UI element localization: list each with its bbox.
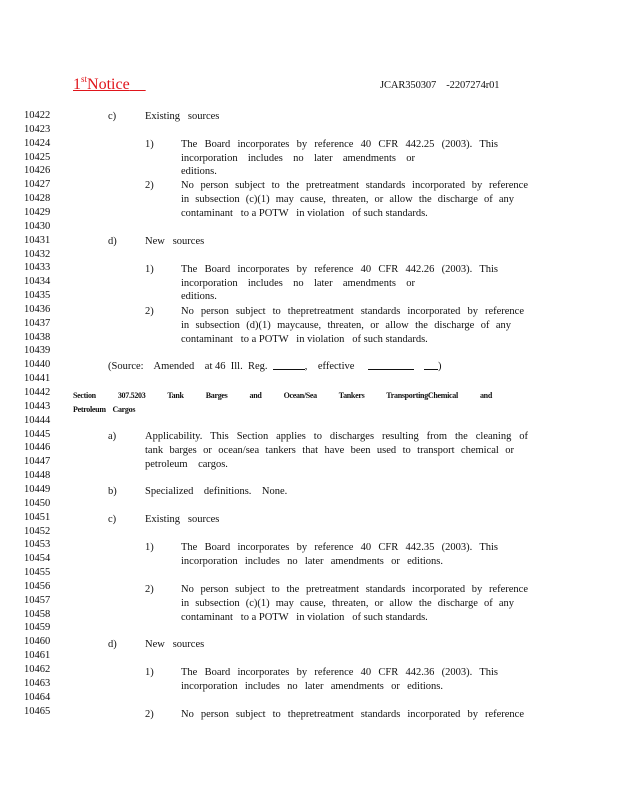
item-number: 2) (145, 709, 154, 720)
paragraph-line: tank barges or ocean/sea tankers that have been used to transport chemical or (145, 445, 514, 456)
subsection-title: New sources (145, 639, 205, 650)
item-label: d) (108, 236, 117, 247)
item-number: 2) (145, 180, 154, 191)
line-number: 10438 (24, 331, 51, 343)
line-number: 10452 (24, 525, 51, 537)
line-number: 10433 (24, 262, 51, 274)
line-number: 10439 (24, 345, 51, 357)
line-number: 10459 (24, 622, 51, 634)
item-number: 2) (145, 584, 154, 595)
line-number: 10447 (24, 456, 51, 468)
paragraph-line: in subsection (c)(1) may cause, threaten, or allow the discharge of any (181, 598, 514, 609)
line-number: 10457 (24, 594, 51, 606)
line-number: 10443 (24, 400, 51, 412)
blank-line (368, 360, 414, 370)
line-number: 10445 (24, 428, 51, 440)
line-number: 10454 (24, 553, 51, 565)
paragraph-line: incorporation includes no later amendments or editions. (181, 153, 415, 177)
item-label: c) (108, 514, 117, 525)
paragraph-line: contaminant to a POTW in violation of such standards. (181, 208, 428, 219)
item-number: 1) (145, 139, 154, 150)
paragraph-line: incorporation includes no later amendments or editions. (181, 278, 415, 302)
line-number: 10446 (24, 442, 51, 454)
line-number: 10449 (24, 483, 51, 495)
paragraph-line: petroleum cargos. (145, 459, 228, 470)
line-number: 10431 (24, 234, 51, 246)
notice-suffix: st (81, 74, 88, 84)
line-number: 10435 (24, 290, 51, 301)
line-number: 10442 (24, 387, 51, 398)
paragraph-line: No person subject to the pretreatment standards incorporated by reference (181, 584, 528, 595)
line-number: 10465 (24, 705, 51, 717)
paragraph-line: The Board incorporates by reference 40 CFR 442.26 (2003). This (181, 264, 498, 275)
line-number: 10434 (24, 276, 51, 288)
source-note (108, 360, 442, 373)
paragraph-line: contaminant to a POTW in violation of such standards. (181, 612, 428, 623)
item-label: d) (108, 639, 117, 650)
line-number: 10422 (24, 110, 51, 121)
line-number: 10437 (24, 317, 51, 329)
source-note-middle: , effective (304, 361, 355, 372)
line-number: 10427 (24, 179, 51, 191)
paragraph-line: in subsection (d)(1) maycause, threaten, or allow the discharge of any (181, 320, 511, 331)
line-number: 10448 (24, 470, 51, 482)
item-label: c) (108, 111, 117, 122)
line-number: 10453 (24, 539, 51, 551)
notice-word: Notice (87, 76, 130, 93)
blank-line (424, 360, 438, 370)
item-number: 2) (145, 306, 154, 317)
line-number: 10461 (24, 650, 51, 662)
line-number: 10458 (24, 608, 51, 620)
line-number: 10429 (24, 206, 51, 218)
line-number: 10432 (24, 248, 51, 260)
item-number: 1) (145, 542, 154, 553)
subsection-title: Existing sources (145, 514, 220, 525)
line-number: 10425 (24, 151, 51, 163)
subsection-title: New sources (145, 236, 205, 247)
paragraph-line: contaminant to a POTW in violation of such standards. (181, 334, 428, 345)
line-number: 10456 (24, 580, 51, 592)
line-number: 10463 (24, 677, 51, 689)
item-label: b) (108, 486, 117, 497)
line-number: 10462 (24, 664, 51, 675)
paragraph-line: The Board incorporates by reference 40 CFR 442.35 (2003). This (181, 542, 498, 553)
line-number: 10455 (24, 567, 51, 578)
line-number: 10460 (24, 636, 51, 648)
paragraph-line: in subsection (c)(1) may cause, threaten, or allow the discharge of any (181, 194, 514, 205)
paragraph-line: No person subject to the pretreatment standards incorporated by reference (181, 180, 528, 191)
section-heading-continued: Petroleum Cargos (73, 405, 136, 414)
blank-line (273, 360, 305, 370)
paragraph-line: The Board incorporates by reference 40 CFR 442.25 (2003). This (181, 139, 498, 150)
source-note-start: (Source: Amended at 46 Ill. Reg. (108, 361, 268, 372)
line-number: 10430 (24, 220, 51, 232)
notice-header (73, 74, 146, 94)
paragraph-line: No person subject to thepretreatment standards incorporated by reference (181, 709, 524, 720)
line-number: 10424 (24, 137, 51, 149)
line-number: 10464 (24, 691, 51, 703)
line-number: 10440 (24, 359, 51, 371)
line-number: 10436 (24, 303, 51, 315)
line-number: 10444 (24, 414, 51, 426)
section-heading: Section 307.5203 Tank Barges and Ocean/Sea Tankers TransportingChemical and (73, 391, 492, 400)
paragraph-line: Applicability. This Section applies to discharges resulting from the cleaning of (145, 431, 528, 442)
line-number: 10428 (24, 193, 51, 205)
notice-ordinal: 1 (73, 76, 81, 93)
subsection-title: Existing sources (145, 111, 220, 122)
paragraph-line: incorporation includes no later amendments or editions. (181, 681, 443, 692)
paragraph-line: The Board incorporates by reference 40 CFR 442.36 (2003). This (181, 667, 498, 678)
line-number: 10423 (24, 123, 51, 135)
item-number: 1) (145, 667, 154, 678)
line-number: 10441 (24, 373, 51, 385)
item-label: a) (108, 431, 117, 442)
paragraph-line: incorporation includes no later amendments or editions. (181, 556, 443, 567)
line-number: 10451 (24, 511, 51, 523)
line-number: 10450 (24, 497, 51, 509)
paragraph-line: Specialized definitions. None. (145, 486, 288, 497)
paragraph-line: No person subject to thepretreatment standards incorporated by reference (181, 306, 524, 317)
line-number: 10426 (24, 165, 51, 177)
source-note-end: ) (438, 361, 442, 372)
document-code: JCAR350307 -2207274r01 (380, 80, 500, 91)
item-number: 1) (145, 264, 154, 275)
